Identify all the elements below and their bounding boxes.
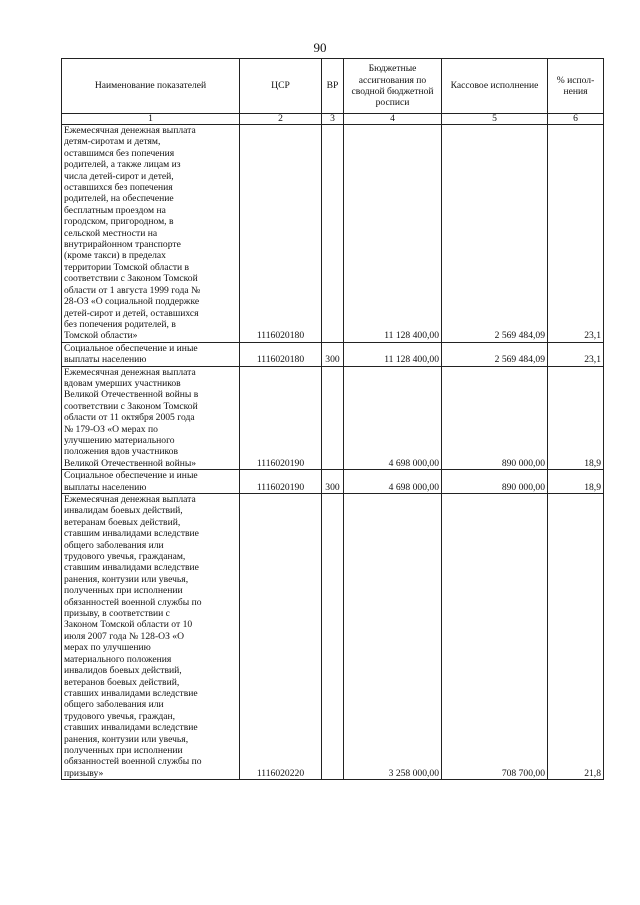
row-csr: 1116020190 [240,470,322,494]
row-vr: 300 [322,342,344,366]
row-vr [322,366,344,470]
row-budget: 11 128 400,00 [344,125,442,343]
column-number-row [62,114,604,125]
column-number: 3 [322,114,344,125]
header-pct: % испол-нения [548,59,604,114]
row-budget: 4 698 000,00 [344,470,442,494]
row-vr: 300 [322,470,344,494]
column-number: 4 [344,114,442,125]
row-csr: 1116020180 [240,125,322,343]
row-cash: 890 000,00 [442,470,548,494]
column-number: 2 [240,114,322,125]
budget-execution-table [61,58,604,780]
row-csr: 1116020180 [240,342,322,366]
table-row [62,342,604,366]
row-csr: 1116020190 [240,366,322,470]
table-row [62,470,604,494]
row-name: Ежемесячная денежная выплата вдовам умерших участников Великой Отечественной войны в соответствии с Законом Томской области от 11 октября 2005 года № 179-ОЗ «О мерах по улучшению материального положения вдов участников Великой Отечественной войны» [62,366,240,470]
page-number: 90 [313,40,327,55]
table-row [62,366,604,470]
table-header-row [62,59,604,114]
row-vr [322,494,344,780]
row-name: Социальное обеспечение и иные выплаты населению [62,470,240,494]
row-pct: 23,1 [548,342,604,366]
header-csr: ЦСР [240,59,322,114]
table-row [62,125,604,343]
row-name: Ежемесячная денежная выплата детям-сиротам и детям, оставшимся без попечения родителей, а также лицам из числа детей-сирот и детей, оставшихся без попечения родителей, на обеспечение бесплатным проездом на городском, пригородном, в сельской местности на внутрирайонном транспорте (кроме такси) в пределах территории Томской области в соответствии с Законом Томской области от 1 августа 1999 года № 28-ОЗ «О социальной поддержке детей-сирот и детей, оставшихся без попечения родителей, в Томской области» [62,125,240,343]
header-name: Наименование показателей [62,59,240,114]
header-cash: Кассовое исполнение [442,59,548,114]
column-number: 1 [62,114,240,125]
row-budget: 3 258 000,00 [344,494,442,780]
row-vr [322,125,344,343]
header-vr: ВР [322,59,344,114]
column-number: 5 [442,114,548,125]
row-pct: 23,1 [548,125,604,343]
row-cash: 708 700,00 [442,494,548,780]
row-pct: 21,8 [548,494,604,780]
row-budget: 11 128 400,00 [344,342,442,366]
row-pct: 18,9 [548,366,604,470]
row-cash: 2 569 484,09 [442,125,548,343]
column-number: 6 [548,114,604,125]
row-name: Ежемесячная денежная выплата инвалидам боевых действий, ветеранам боевых действий, ставшим инвалидами вследствие общего заболевания или трудового увечья, гражданам, ставшим инвалидами вследствие ранения, контузии или увечья, полученных при исполнении обязанностей военной службы по призыву, в соответствии с Законом Томской области от 10 июля 2007 года № 128-ОЗ «О мерах по улучшению материального положения инвалидов боевых действий, ветеранов боевых действий, ставших инвалидами вследствие общего заболевания или трудового увечья, граждан, ставших инвалидами вследствие ранения, контузии или увечья, полученных при исполнении обязанностей военной службы по призыву» [62,494,240,780]
row-cash: 890 000,00 [442,366,548,470]
row-budget: 4 698 000,00 [344,366,442,470]
row-csr: 1116020220 [240,494,322,780]
row-cash: 2 569 484,09 [442,342,548,366]
row-pct: 18,9 [548,470,604,494]
header-budget: Бюджетные ассигнования по сводной бюджетной росписи [344,59,442,114]
row-name: Социальное обеспечение и иные выплаты населению [62,342,240,366]
table-row [62,494,604,780]
